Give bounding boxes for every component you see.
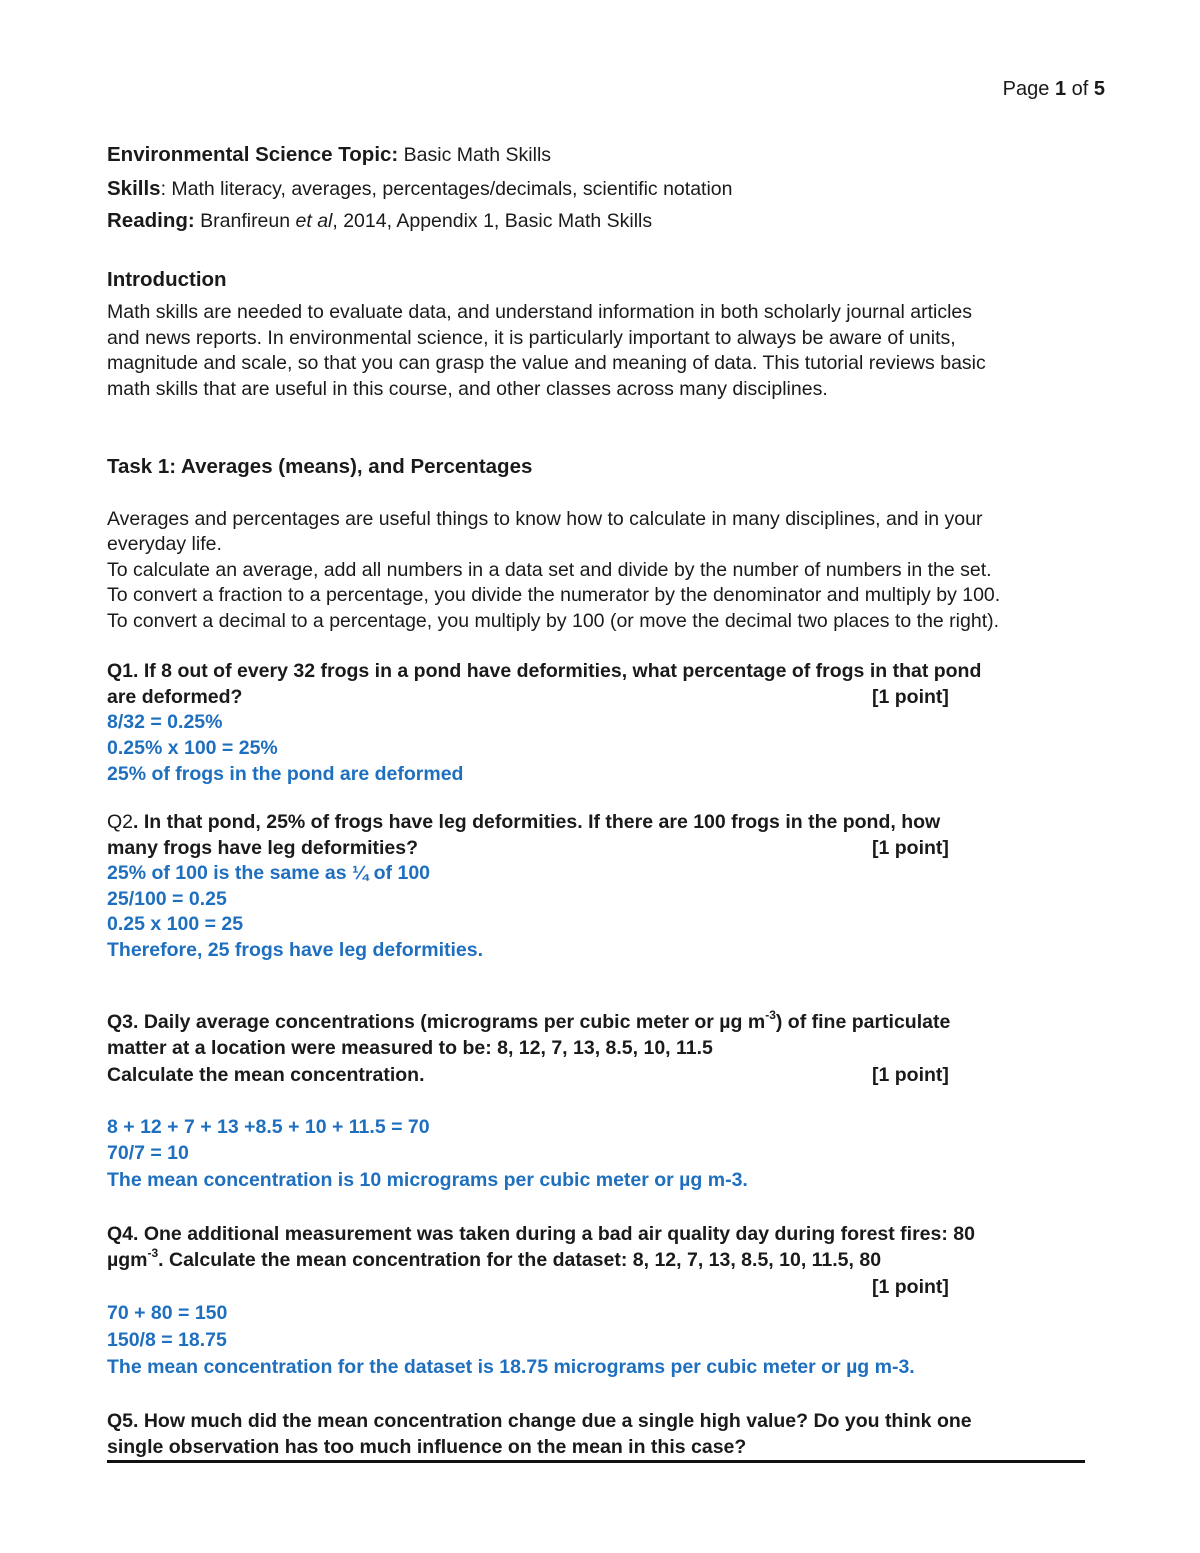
- reading-et-al: et al: [295, 210, 333, 232]
- topic-line: [107, 143, 551, 167]
- q3-line-end: Calculate the mean concentration.: [107, 1064, 425, 1086]
- q4-text: . Calculate the mean concentration for the dataset: 8, 12, 7, 13, 8.5, 10, 11.5, 80: [158, 1249, 882, 1271]
- task1-heading: Task 1: Averages (means), and Percentages: [107, 455, 533, 478]
- intro-line: and news reports. In environmental science, it is particularly important to always be aware of units,: [107, 327, 956, 349]
- task1-line: Averages and percentages are useful things to know how to calculate in many disciplines, and in your: [107, 508, 983, 530]
- answer-line: [107, 1460, 1085, 1463]
- q4-points: [1 point]: [872, 1276, 949, 1298]
- page-word: Page: [1002, 78, 1050, 100]
- q2-points: [1 point]: [872, 837, 949, 859]
- q2-text: . In that pond, 25% of frogs have leg deformities. If there are 100 frogs in the pond, how: [133, 811, 941, 833]
- q3-answer: 70/7 = 10: [107, 1142, 189, 1164]
- intro-line: magnitude and scale, so that you can grasp the value and meaning of data. This tutorial reviews basic: [107, 352, 986, 374]
- skills-line: [107, 177, 732, 201]
- q3-line: matter at a location were measured to be: 8, 12, 7, 13, 8.5, 10, 11.5: [107, 1037, 713, 1059]
- page-total: 5: [1093, 78, 1105, 100]
- intro-line: math skills that are useful in this course, and other classes across many disciplines.: [107, 378, 828, 400]
- q1-answer: 8/32 = 0.25%: [107, 711, 223, 733]
- q5-line: Q5. How much did the mean concentration change due a single high value? Do you think one: [107, 1410, 972, 1432]
- page-current: 1: [1054, 78, 1067, 100]
- q2-answer: 25/100 = 0.25: [107, 888, 227, 910]
- q1-answer: 0.25% x 100 = 25%: [107, 737, 278, 759]
- q2-line: [107, 836, 1007, 860]
- q4-unit: µgm: [107, 1249, 148, 1271]
- q3-answer: 8 + 12 + 7 + 13 +8.5 + 10 + 11.5 = 70: [107, 1116, 430, 1138]
- q3-line: [107, 1063, 1007, 1087]
- q2-line: [107, 810, 940, 834]
- q1-line: [107, 685, 1007, 709]
- task1-line: To convert a decimal to a percentage, you multiply by 100 (or move the decimal two places to the right).: [107, 610, 1000, 632]
- q3-answer: The mean concentration is 10 micrograms per cubic meter or µg m-3.: [107, 1169, 748, 1191]
- q5-line: single observation has too much influence on the mean in this case?: [107, 1436, 747, 1458]
- q1-line-end: are deformed?: [107, 686, 243, 708]
- q4-answer: The mean concentration for the dataset is 18.75 micrograms per cubic meter or µg m-3.: [107, 1356, 915, 1378]
- q3-line: [107, 1007, 951, 1034]
- q3-points: [1 point]: [872, 1064, 949, 1086]
- q4-answer: 70 + 80 = 150: [107, 1302, 228, 1324]
- reading-line: [107, 209, 652, 233]
- task1-line: To calculate an average, add all numbers in a data set and divide by the number of numbers in the set.: [107, 559, 992, 581]
- skills-value: : Math literacy, averages, percentages/decimals, scientific notation: [160, 178, 733, 200]
- q2-line-end: many frogs have leg deformities?: [107, 837, 419, 859]
- q3-text-end: ) of fine particulate: [775, 1011, 951, 1033]
- q1-line: Q1. If 8 out of every 32 frogs in a pond have deformities, what percentage of frogs in that pond: [107, 660, 982, 682]
- page-number: [1003, 77, 1105, 101]
- q2-prefix: Q2: [107, 811, 134, 833]
- intro-heading: Introduction: [107, 268, 227, 291]
- page-of: of: [1071, 78, 1089, 100]
- q1-answer: 25% of frogs in the pond are deformed: [107, 763, 464, 785]
- q4-line: Q4. One additional measurement was taken during a bad air quality day during forest fires: 80: [107, 1223, 975, 1245]
- q4-line: [107, 1245, 882, 1272]
- q3-superscript: -3: [765, 1007, 776, 1022]
- intro-line: Math skills are needed to evaluate data, and understand information in both scholarly journal articles: [107, 301, 973, 323]
- reading-label: Reading:: [107, 209, 195, 232]
- reading-author: Branfireun: [200, 210, 291, 232]
- q2-answer: 0.25 x 100 = 25: [107, 913, 244, 935]
- topic-label: Environmental Science Topic:: [107, 143, 399, 166]
- reading-source: , 2014, Appendix 1, Basic Math Skills: [332, 210, 653, 232]
- task1-line: everyday life.: [107, 533, 222, 555]
- q4-answer: 150/8 = 18.75: [107, 1329, 227, 1351]
- q2-answer: Therefore, 25 frogs have leg deformities.: [107, 939, 484, 961]
- skills-label: Skills: [107, 177, 161, 200]
- q2-answer: 25% of 100 is the same as ¼ of 100: [107, 862, 431, 884]
- q1-points: [1 point]: [872, 686, 949, 708]
- task1-line: To convert a fraction to a percentage, you divide the numerator by the denominator and multiply by 100.: [107, 584, 1001, 606]
- topic-value: Basic Math Skills: [403, 144, 552, 166]
- q4-superscript: -3: [147, 1245, 159, 1260]
- q3-text: Q3. Daily average concentrations (micrograms per cubic meter or µg m: [107, 1011, 766, 1033]
